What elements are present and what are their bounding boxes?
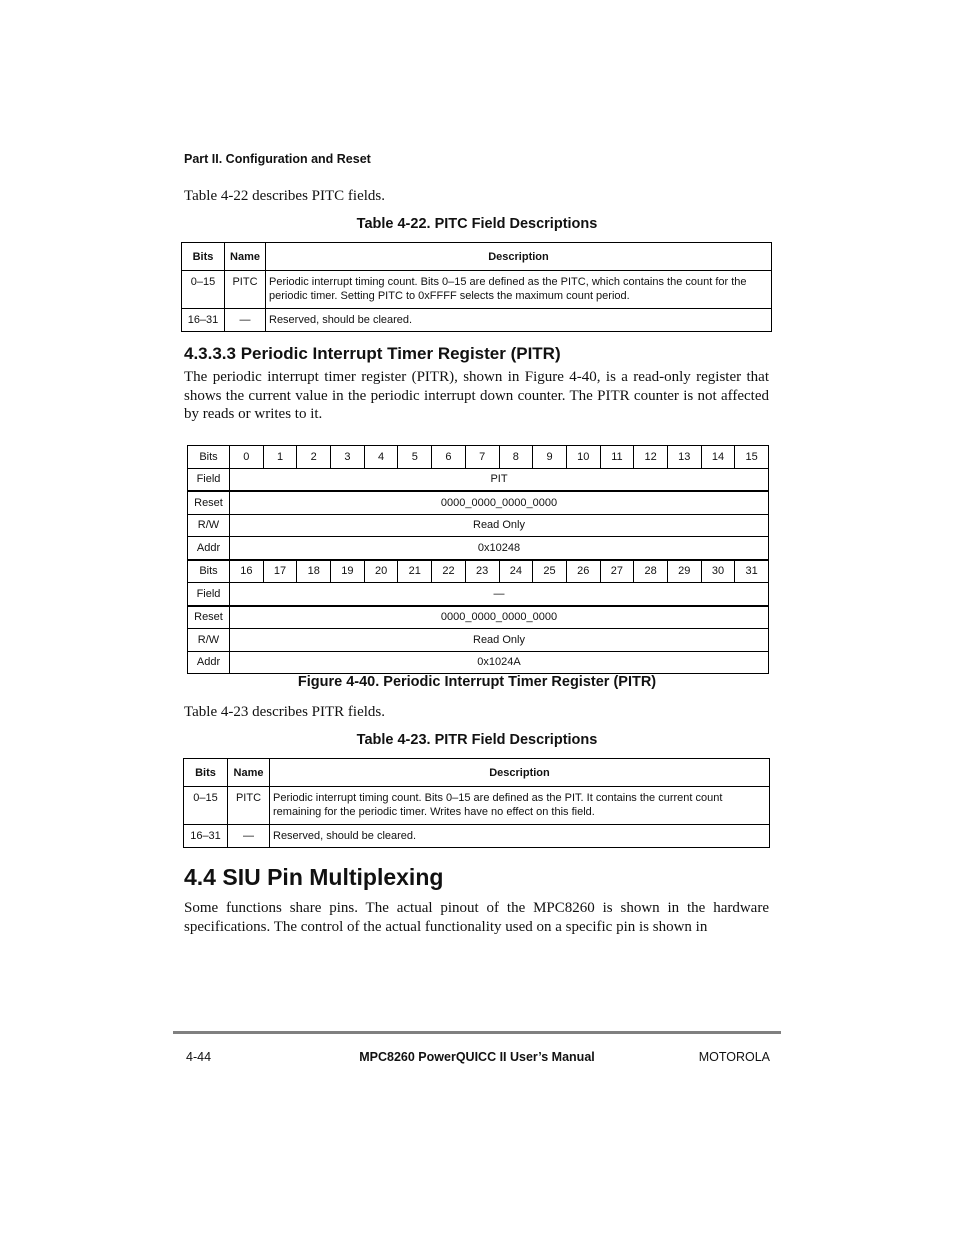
row-label-reset: Reset: [188, 491, 230, 514]
section-siu-body: Some functions share pins. The actual pinout of the MPC8260 is shown in the hardware specifications. The control of the actual functionality used on a specific pin is shown in: [184, 900, 769, 935]
cell-name: PITC: [228, 787, 270, 825]
bit-number: 7: [465, 446, 499, 469]
register-addr-row: [188, 651, 769, 674]
cell-description: Periodic interrupt timing count. Bits 0–15 are defined as the PIT. It contains the current count remaining for the periodic timer. Writes have no effect on this field.: [270, 787, 770, 825]
bit-number: 31: [735, 560, 769, 583]
field-name: —: [230, 583, 769, 606]
table-pitc-caption: Table 4-22. PITC Field Descriptions: [356, 216, 598, 232]
bit-number: 9: [533, 446, 567, 469]
bit-number: 20: [364, 560, 398, 583]
bit-number: 3: [331, 446, 365, 469]
col-header-name: Name: [228, 759, 270, 787]
footer-page-number: 4-44: [186, 1050, 212, 1064]
cell-name: —: [228, 825, 270, 848]
col-header-description: Description: [266, 243, 772, 271]
address-value: 0x10248: [230, 537, 769, 560]
bit-number: 16: [230, 560, 264, 583]
register-bits-row: [188, 446, 769, 469]
bit-number: 8: [499, 446, 533, 469]
bit-number: 4: [364, 446, 398, 469]
table-header-row: [184, 759, 770, 787]
cell-bits: 0–15: [184, 787, 228, 825]
table-row: [184, 787, 770, 825]
register-reset-row: [188, 606, 769, 629]
reset-value: 0000_0000_0000_0000: [230, 491, 769, 514]
address-value: 0x1024A: [230, 651, 769, 674]
bit-number: 1: [263, 446, 297, 469]
table-header-row: [182, 243, 772, 271]
bit-number: 29: [667, 560, 701, 583]
bit-number: 5: [398, 446, 432, 469]
table-row: [184, 825, 770, 848]
running-header: Part II. Configuration and Reset: [184, 152, 371, 166]
figure-caption: Figure 4-40. Periodic Interrupt Timer Register (PITR): [297, 674, 657, 690]
cell-name: —: [225, 309, 266, 332]
bit-number: 30: [701, 560, 735, 583]
cell-name: PITC: [225, 271, 266, 309]
bit-number: 15: [735, 446, 769, 469]
bit-number: 14: [701, 446, 735, 469]
access-type: Read Only: [230, 514, 769, 537]
cell-description: Periodic interrupt timing count. Bits 0–15 are defined as the PITC, which contains the count for the periodic timer. Setting PITC to 0xFFFF selects the maximum count period.: [266, 271, 772, 309]
cell-description: Reserved, should be cleared.: [266, 309, 772, 332]
register-field-row: [188, 583, 769, 606]
footer-manual-title: MPC8260 PowerQUICC II User’s Manual: [359, 1050, 595, 1064]
bit-number: 6: [432, 446, 466, 469]
row-label-rw: R/W: [188, 514, 230, 537]
bit-number: 23: [465, 560, 499, 583]
row-label-addr: Addr: [188, 651, 230, 674]
bit-number: 2: [297, 446, 331, 469]
col-header-description: Description: [270, 759, 770, 787]
row-label-reset: Reset: [188, 606, 230, 629]
bit-number: 24: [499, 560, 533, 583]
row-label-rw: R/W: [188, 629, 230, 652]
row-label-field: Field: [188, 583, 230, 606]
table-pitr: [183, 758, 770, 848]
col-header-name: Name: [225, 243, 266, 271]
reset-value: 0000_0000_0000_0000: [230, 606, 769, 629]
bit-number: 11: [600, 446, 634, 469]
bit-number: 19: [331, 560, 365, 583]
bit-number: 12: [634, 446, 668, 469]
row-label-bits: Bits: [188, 446, 230, 469]
bit-number: 10: [566, 446, 600, 469]
intro-pitc-text: Table 4-22 describes PITC fields.: [184, 188, 385, 204]
register-bits-row: [188, 560, 769, 583]
intro-pitr-text: Table 4-23 describes PITR fields.: [184, 704, 385, 720]
section-heading-pitr: 4.3.3.3 Periodic Interrupt Timer Register (PITR): [184, 344, 561, 363]
register-diagram-pitr: [187, 445, 769, 674]
bit-number: 26: [566, 560, 600, 583]
table-pitr-caption: Table 4-23. PITR Field Descriptions: [356, 732, 598, 748]
col-header-bits: Bits: [184, 759, 228, 787]
register-rw-row: [188, 629, 769, 652]
bit-number: 21: [398, 560, 432, 583]
table-row: [182, 271, 772, 309]
register-field-row: [188, 468, 769, 491]
access-type: Read Only: [230, 629, 769, 652]
table-pitc: [181, 242, 772, 332]
row-label-bits: Bits: [188, 560, 230, 583]
bit-number: 13: [667, 446, 701, 469]
footer-rule: [173, 1031, 781, 1034]
bit-number: 28: [634, 560, 668, 583]
bit-number: 0: [230, 446, 264, 469]
row-label-addr: Addr: [188, 537, 230, 560]
cell-description: Reserved, should be cleared.: [270, 825, 770, 848]
bit-number: 18: [297, 560, 331, 583]
section-pitr-body: The periodic interrupt timer register (PITR), shown in Figure 4-40, is a read-only register that shows the current value in the periodic interrupt down counter. The PITR counter is not affected by reads or writes to it.: [184, 369, 769, 423]
cell-bits: 0–15: [182, 271, 225, 309]
register-addr-row: [188, 537, 769, 560]
bit-number: 27: [600, 560, 634, 583]
section-heading-siu: 4.4 SIU Pin Multiplexing: [184, 864, 444, 890]
row-label-field: Field: [188, 468, 230, 491]
footer-company: MOTOROLA: [698, 1050, 770, 1064]
bit-number: 17: [263, 560, 297, 583]
bit-number: 22: [432, 560, 466, 583]
register-reset-row: [188, 491, 769, 514]
register-rw-row: [188, 514, 769, 537]
col-header-bits: Bits: [182, 243, 225, 271]
table-row: [182, 309, 772, 332]
cell-bits: 16–31: [182, 309, 225, 332]
cell-bits: 16–31: [184, 825, 228, 848]
bit-number: 25: [533, 560, 567, 583]
field-name: PIT: [230, 468, 769, 491]
